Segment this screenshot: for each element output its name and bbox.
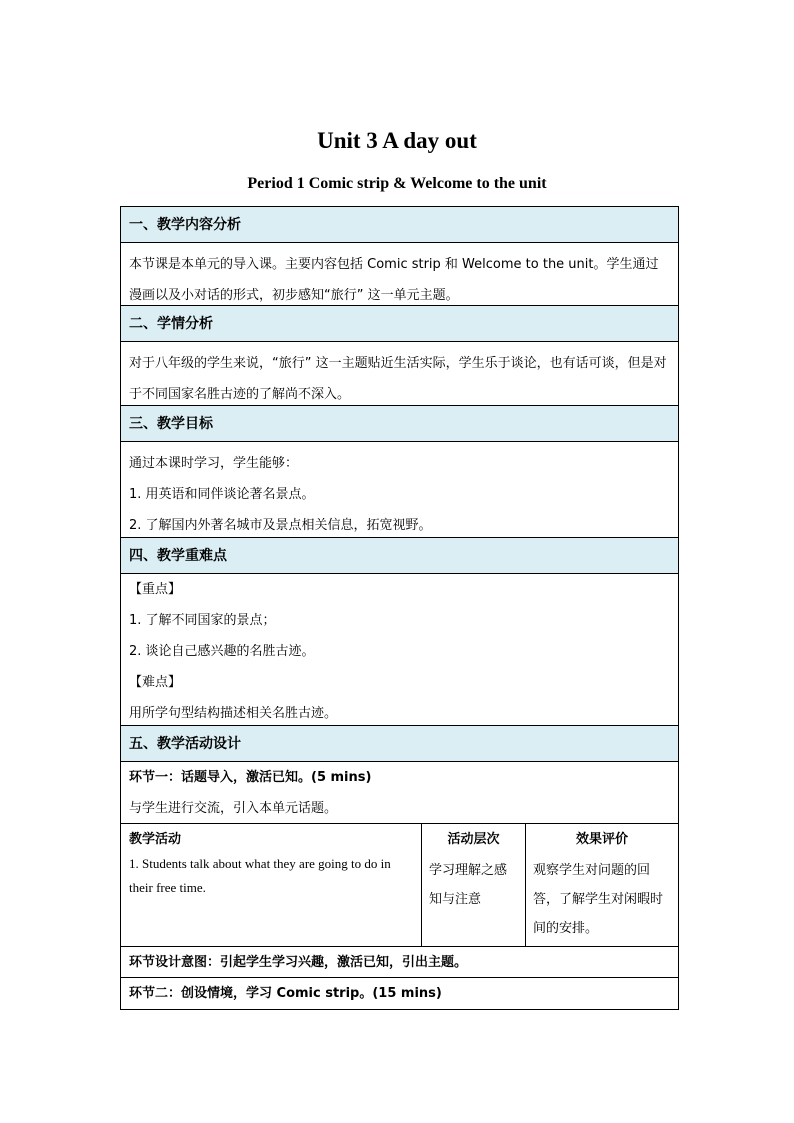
section-header-learner-analysis: 二、学情分析 xyxy=(121,306,678,342)
activity-column-header: 教学活动 xyxy=(129,832,182,847)
objective-item: 2. 了解国内外著名城市及景点相关信息，拓宽视野。 xyxy=(129,518,432,533)
objectives-intro: 通过本课时学习，学生能够： xyxy=(129,456,299,471)
stage1-title: 环节一：话题导入，激活已知。(5 mins) xyxy=(129,770,372,785)
stage1-description: 与学生进行交流，引入本单元话题。 xyxy=(129,801,338,816)
stage1-block xyxy=(121,762,678,824)
content-analysis-text: 本节课是本单元的导入课。主要内容包括 Comic strip 和 Welcome to the unit。学生通过漫画以及小对话的形式，初步感知“旅行” 这一单元主题。 xyxy=(121,243,678,306)
section-header-activity-design: 五、教学活动设计 xyxy=(121,726,678,762)
difficult-points-label: 【难点】 xyxy=(129,675,182,690)
difficult-point-item: 用所学句型结构描述相关名胜古迹。 xyxy=(129,706,338,721)
activity-level-cell xyxy=(422,824,526,946)
activity-level-text: 学习理解之感知与注意 xyxy=(429,863,508,907)
evaluation-text: 观察学生对问题的回答，了解学生对闲暇时间的安排。 xyxy=(533,863,664,936)
section-header-content-analysis: 一、教学内容分析 xyxy=(121,207,678,243)
activity-text: 1. Students talk about what they are going to do in their free time. xyxy=(129,856,391,895)
key-point-item: 1. 了解不同国家的景点； xyxy=(129,613,276,628)
document-title: Unit 3 A day out xyxy=(317,128,477,153)
section-header-key-difficult: 四、教学重难点 xyxy=(121,538,678,574)
section-header-objectives: 三、教学目标 xyxy=(121,406,678,442)
evaluation-column-header: 效果评价 xyxy=(575,832,628,847)
document-subtitle: Period 1 Comic strip & Welcome to the unit xyxy=(247,175,547,192)
key-difficult-body xyxy=(121,574,678,726)
design-intent: 环节设计意图：引起学生学习兴趣，激活已知，引出主题。 xyxy=(121,947,678,978)
activity-cell xyxy=(121,824,422,946)
key-points-label: 【重点】 xyxy=(129,582,182,597)
lesson-plan-table xyxy=(120,206,679,1010)
learner-analysis-text: 对于八年级的学生来说，“旅行” 这一主题贴近生活实际，学生乐于谈论，也有话可谈，但是对于不同国家名胜古迹的了解尚不深入。 xyxy=(121,342,678,406)
stage2-title: 环节二：创设情境，学习 Comic strip。(15 mins) xyxy=(121,978,678,1010)
evaluation-cell xyxy=(526,824,678,946)
level-column-header: 活动层次 xyxy=(447,832,500,847)
objective-item: 1. 用英语和同伴谈论著名景点。 xyxy=(129,487,315,502)
key-point-item: 2. 谈论自己感兴趣的名胜古迹。 xyxy=(129,644,315,659)
activity-table-row xyxy=(121,824,678,947)
objectives-body xyxy=(121,442,678,538)
